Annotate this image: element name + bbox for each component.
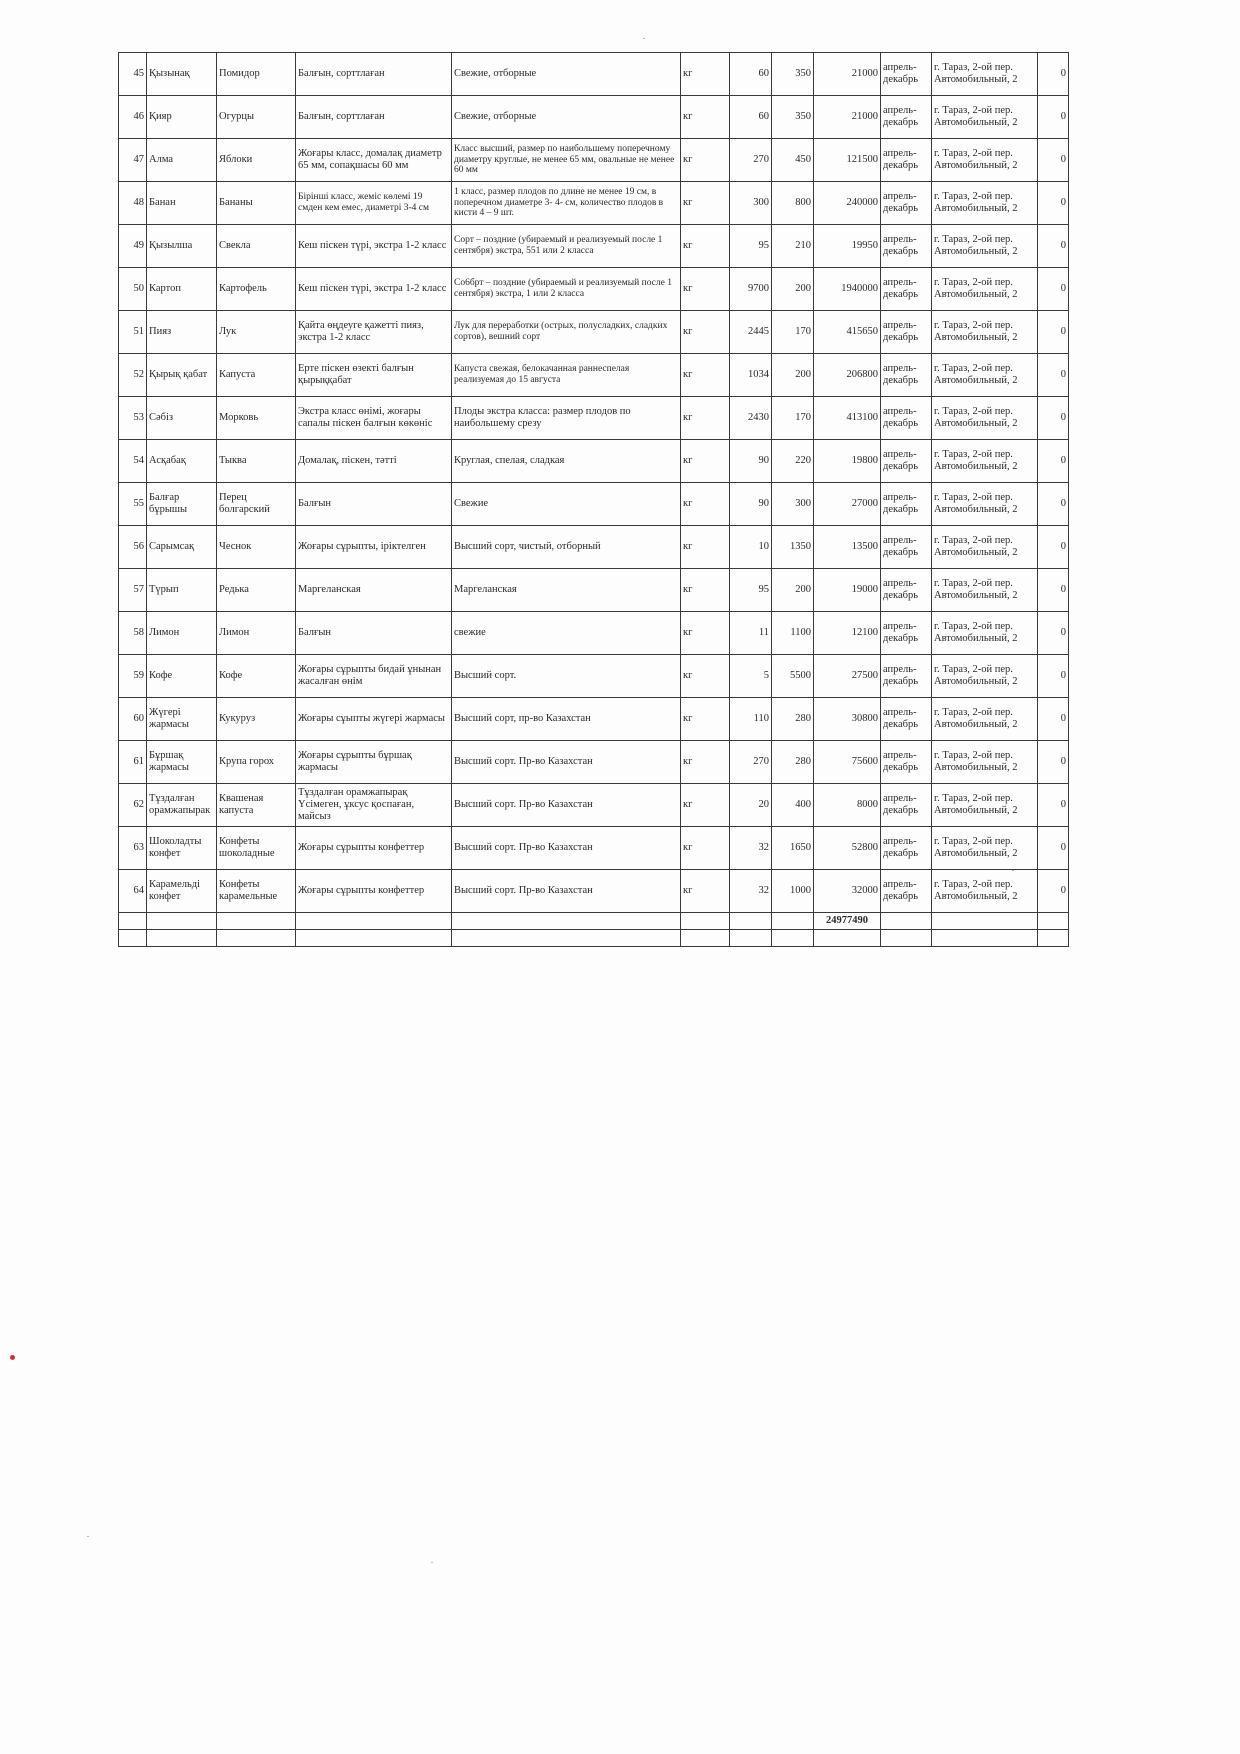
unit-cell: кг (681, 182, 730, 225)
item-name-kz: Кофе (147, 655, 217, 698)
quantity-cell: 90 (730, 440, 772, 483)
scan-speck (1012, 870, 1014, 871)
item-name-ru: Огурцы (217, 96, 296, 139)
price-cell: 200 (772, 354, 814, 397)
item-spec-ru: Высший сорт. Пр-во Казахстан (452, 784, 681, 827)
price-cell: 1100 (772, 612, 814, 655)
item-name-ru: Чеснок (217, 526, 296, 569)
advance-cell: 0 (1038, 397, 1069, 440)
row-number: 49 (119, 225, 147, 268)
amount-cell: 52800 (814, 827, 881, 870)
item-spec-kz: Балғын, сорттлаған (296, 53, 452, 96)
unit-cell: кг (681, 827, 730, 870)
amount-cell: 21000 (814, 53, 881, 96)
table-row (119, 182, 1069, 225)
table-row (119, 225, 1069, 268)
unit-cell: кг (681, 612, 730, 655)
item-name-ru: Кофе (217, 655, 296, 698)
item-spec-ru: Высший сорт, чистый, отборный (452, 526, 681, 569)
delivery-period-cell: апрель-декабрь (881, 182, 932, 225)
total-row (119, 913, 1069, 930)
scan-speck (431, 1562, 433, 1563)
item-name-ru: Яблоки (217, 139, 296, 182)
quantity-cell: 5 (730, 655, 772, 698)
item-name-kz: Қырық қабат (147, 354, 217, 397)
unit-cell: кг (681, 311, 730, 354)
delivery-place-cell: г. Тараз, 2-ой пер. Автомобильный, 2 (932, 827, 1038, 870)
item-name-ru: Конфеты карамельные (217, 870, 296, 913)
advance-cell: 0 (1038, 311, 1069, 354)
table-row (119, 354, 1069, 397)
item-name-ru: Тыква (217, 440, 296, 483)
price-cell: 170 (772, 311, 814, 354)
price-cell: 200 (772, 569, 814, 612)
row-number: 56 (119, 526, 147, 569)
row-number: 47 (119, 139, 147, 182)
table-row (119, 870, 1069, 913)
amount-cell: 8000 (814, 784, 881, 827)
scan-speck (87, 1536, 89, 1537)
item-spec-ru: 1 класс, размер плодов по длине не менее 19 см, в поперечном диаметре 3- 4- см, количество плодов в кисти 4 – 9 шт. (452, 182, 681, 225)
item-name-kz: Лимон (147, 612, 217, 655)
table-body (119, 53, 1069, 913)
item-spec-ru: Высший сорт. Пр-во Казахстан (452, 741, 681, 784)
delivery-period-cell: апрель-декабрь (881, 311, 932, 354)
quantity-cell: 95 (730, 225, 772, 268)
item-name-ru: Перец болгарский (217, 483, 296, 526)
price-cell: 350 (772, 96, 814, 139)
item-name-kz: Картоп (147, 268, 217, 311)
grand-total: 24977490 (814, 913, 881, 930)
delivery-place-cell: г. Тараз, 2-ой пер. Автомобильный, 2 (932, 784, 1038, 827)
unit-cell: кг (681, 96, 730, 139)
item-name-ru: Картофель (217, 268, 296, 311)
advance-cell: 0 (1038, 612, 1069, 655)
delivery-place-cell: г. Тараз, 2-ой пер. Автомобильный, 2 (932, 526, 1038, 569)
delivery-period-cell: апрель-декабрь (881, 655, 932, 698)
delivery-place-cell: г. Тараз, 2-ой пер. Автомобильный, 2 (932, 741, 1038, 784)
advance-cell: 0 (1038, 784, 1069, 827)
price-cell: 280 (772, 741, 814, 784)
quantity-cell: 270 (730, 139, 772, 182)
procurement-sheet (118, 52, 1069, 947)
table-row (119, 569, 1069, 612)
table-row (119, 440, 1069, 483)
advance-cell: 0 (1038, 526, 1069, 569)
advance-cell: 0 (1038, 354, 1069, 397)
advance-cell: 0 (1038, 741, 1069, 784)
delivery-period-cell: апрель-декабрь (881, 268, 932, 311)
table-row (119, 827, 1069, 870)
amount-cell: 240000 (814, 182, 881, 225)
row-number: 63 (119, 827, 147, 870)
goods-table (118, 52, 1069, 947)
delivery-place-cell: г. Тараз, 2-ой пер. Автомобильный, 2 (932, 440, 1038, 483)
advance-cell: 0 (1038, 483, 1069, 526)
unit-cell: кг (681, 225, 730, 268)
delivery-period-cell: апрель-декабрь (881, 612, 932, 655)
amount-cell: 75600 (814, 741, 881, 784)
item-name-ru: Помидор (217, 53, 296, 96)
item-name-kz: Түрып (147, 569, 217, 612)
item-name-kz: Қияр (147, 96, 217, 139)
price-cell: 350 (772, 53, 814, 96)
table-row (119, 139, 1069, 182)
amount-cell: 27500 (814, 655, 881, 698)
item-spec-kz: Кеш піскен түрі, экстра 1-2 класс (296, 225, 452, 268)
delivery-period-cell: апрель-декабрь (881, 397, 932, 440)
delivery-period-cell: апрель-декабрь (881, 526, 932, 569)
item-name-ru: Лук (217, 311, 296, 354)
item-spec-kz: Домалақ, піскен, тәтті (296, 440, 452, 483)
quantity-cell: 60 (730, 96, 772, 139)
delivery-period-cell: апрель-декабрь (881, 698, 932, 741)
item-name-kz: Алма (147, 139, 217, 182)
item-name-ru: Свекла (217, 225, 296, 268)
unit-cell: кг (681, 698, 730, 741)
quantity-cell: 2430 (730, 397, 772, 440)
price-cell: 170 (772, 397, 814, 440)
unit-cell: кг (681, 397, 730, 440)
delivery-place-cell: г. Тараз, 2-ой пер. Автомобильный, 2 (932, 268, 1038, 311)
amount-cell: 32000 (814, 870, 881, 913)
item-name-kz: Пияз (147, 311, 217, 354)
advance-cell: 0 (1038, 698, 1069, 741)
item-spec-kz: Экстра класс өнімі, жоғары сапалы піскен балғын көкөніс (296, 397, 452, 440)
unit-cell: кг (681, 440, 730, 483)
price-cell: 280 (772, 698, 814, 741)
row-number: 50 (119, 268, 147, 311)
item-name-kz: Тұздалған орамжапырак (147, 784, 217, 827)
item-spec-kz: Балғын (296, 483, 452, 526)
quantity-cell: 60 (730, 53, 772, 96)
delivery-place-cell: г. Тараз, 2-ой пер. Автомобильный, 2 (932, 397, 1038, 440)
advance-cell: 0 (1038, 569, 1069, 612)
delivery-place-cell: г. Тараз, 2-ой пер. Автомобильный, 2 (932, 225, 1038, 268)
price-cell: 5500 (772, 655, 814, 698)
red-ink-dot (10, 1355, 15, 1360)
row-number: 55 (119, 483, 147, 526)
price-cell: 1350 (772, 526, 814, 569)
item-spec-ru: Свежие, отборные (452, 96, 681, 139)
item-spec-ru: Свежие (452, 483, 681, 526)
item-name-kz: Бұршақ жармасы (147, 741, 217, 784)
delivery-period-cell: апрель-декабрь (881, 870, 932, 913)
table-row (119, 53, 1069, 96)
price-cell: 220 (772, 440, 814, 483)
advance-cell: 0 (1038, 870, 1069, 913)
unit-cell: кг (681, 870, 730, 913)
row-number: 57 (119, 569, 147, 612)
unit-cell: кг (681, 139, 730, 182)
quantity-cell: 1034 (730, 354, 772, 397)
item-spec-kz: Балғын (296, 612, 452, 655)
delivery-period-cell: апрель-декабрь (881, 53, 932, 96)
item-spec-ru: Плоды экстра класса: размер плодов по наибольшему срезу (452, 397, 681, 440)
quantity-cell: 11 (730, 612, 772, 655)
item-spec-kz: Тұздалған орамжапырақ Үсімеген, ұксус қоспаған, майсыз (296, 784, 452, 827)
price-cell: 1650 (772, 827, 814, 870)
unit-cell: кг (681, 354, 730, 397)
scan-speck (643, 38, 645, 39)
item-name-ru: Капуста (217, 354, 296, 397)
quantity-cell: 20 (730, 784, 772, 827)
item-spec-ru: Со6брт – поздние (убираемый и реализуемый после 1 сентября) экстра, 1 или 2 класса (452, 268, 681, 311)
table-row (119, 655, 1069, 698)
delivery-period-cell: апрель-декабрь (881, 741, 932, 784)
delivery-place-cell: г. Тараз, 2-ой пер. Автомобильный, 2 (932, 354, 1038, 397)
quantity-cell: 9700 (730, 268, 772, 311)
unit-cell: кг (681, 268, 730, 311)
item-spec-ru: Маргеланская (452, 569, 681, 612)
item-name-kz: Қызылша (147, 225, 217, 268)
delivery-period-cell: апрель-декабрь (881, 569, 932, 612)
advance-cell: 0 (1038, 268, 1069, 311)
item-spec-kz: Ерте піскен өзекті балғын қырыққабат (296, 354, 452, 397)
quantity-cell: 110 (730, 698, 772, 741)
unit-cell: кг (681, 784, 730, 827)
item-spec-kz: Балғын, сорттлаған (296, 96, 452, 139)
table-row (119, 268, 1069, 311)
item-spec-kz: Жоғары сұрыпты конфеттер (296, 827, 452, 870)
item-spec-kz: Қайта өңдеуге қажетті пияз, экстра 1-2 класс (296, 311, 452, 354)
item-spec-ru: свежие (452, 612, 681, 655)
amount-cell: 413100 (814, 397, 881, 440)
item-name-kz: Карамельді конфет (147, 870, 217, 913)
table-row (119, 698, 1069, 741)
delivery-place-cell: г. Тараз, 2-ой пер. Автомобильный, 2 (932, 655, 1038, 698)
delivery-place-cell: г. Тараз, 2-ой пер. Автомобильный, 2 (932, 483, 1038, 526)
amount-cell: 1940000 (814, 268, 881, 311)
unit-cell: кг (681, 526, 730, 569)
table-row (119, 311, 1069, 354)
item-spec-kz: Жоғары сұрыпты конфеттер (296, 870, 452, 913)
item-name-ru: Бананы (217, 182, 296, 225)
price-cell: 450 (772, 139, 814, 182)
item-spec-ru: Высший сорт. Пр-во Казахстан (452, 870, 681, 913)
item-name-kz: Банан (147, 182, 217, 225)
quantity-cell: 95 (730, 569, 772, 612)
item-spec-ru: Свежие, отборные (452, 53, 681, 96)
advance-cell: 0 (1038, 225, 1069, 268)
item-name-ru: Редька (217, 569, 296, 612)
delivery-period-cell: апрель-декабрь (881, 354, 932, 397)
item-name-kz: Балғар бұрышы (147, 483, 217, 526)
delivery-place-cell: г. Тараз, 2-ой пер. Автомобильный, 2 (932, 870, 1038, 913)
advance-cell: 0 (1038, 96, 1069, 139)
item-name-ru: Кукуруз (217, 698, 296, 741)
row-number: 64 (119, 870, 147, 913)
row-number: 52 (119, 354, 147, 397)
table-row (119, 612, 1069, 655)
delivery-period-cell: апрель-декабрь (881, 440, 932, 483)
row-number: 46 (119, 96, 147, 139)
row-number: 54 (119, 440, 147, 483)
price-cell: 200 (772, 268, 814, 311)
row-number: 53 (119, 397, 147, 440)
price-cell: 210 (772, 225, 814, 268)
table-row (119, 483, 1069, 526)
item-name-ru: Лимон (217, 612, 296, 655)
quantity-cell: 2445 (730, 311, 772, 354)
item-name-kz: Сарымсақ (147, 526, 217, 569)
item-name-kz: Шоколадты конфет (147, 827, 217, 870)
amount-cell: 27000 (814, 483, 881, 526)
item-spec-kz: Кеш піскен түрі, экстра 1-2 класс (296, 268, 452, 311)
unit-cell: кг (681, 53, 730, 96)
row-number: 59 (119, 655, 147, 698)
advance-cell: 0 (1038, 440, 1069, 483)
row-number: 51 (119, 311, 147, 354)
table-row (119, 397, 1069, 440)
unit-cell: кг (681, 741, 730, 784)
item-spec-kz: Бірінші класс, жеміс көлемі 19 смден кем емес, диаметрі 3-4 см (296, 182, 452, 225)
delivery-place-cell: г. Тараз, 2-ой пер. Автомобильный, 2 (932, 182, 1038, 225)
item-spec-ru: Капуста свежая, белокачанная раннеспелая реализуемая до 15 августа (452, 354, 681, 397)
row-number: 45 (119, 53, 147, 96)
item-spec-kz: Жоғары сұрыпты, іріктелген (296, 526, 452, 569)
row-number: 61 (119, 741, 147, 784)
item-name-ru: Крупа горох (217, 741, 296, 784)
delivery-place-cell: г. Тараз, 2-ой пер. Автомобильный, 2 (932, 53, 1038, 96)
amount-cell: 30800 (814, 698, 881, 741)
quantity-cell: 32 (730, 870, 772, 913)
amount-cell: 12100 (814, 612, 881, 655)
item-spec-ru: Лук для переработки (острых, полусладких, сладких сортов), вешний сорт (452, 311, 681, 354)
advance-cell: 0 (1038, 139, 1069, 182)
delivery-place-cell: г. Тараз, 2-ой пер. Автомобильный, 2 (932, 612, 1038, 655)
amount-cell: 415650 (814, 311, 881, 354)
table-row (119, 741, 1069, 784)
quantity-cell: 270 (730, 741, 772, 784)
item-spec-ru: Круглая, спелая, сладкая (452, 440, 681, 483)
unit-cell: кг (681, 655, 730, 698)
item-name-ru: Конфеты шоколадные (217, 827, 296, 870)
row-number: 48 (119, 182, 147, 225)
item-spec-ru: Высший сорт. Пр-во Казахстан (452, 827, 681, 870)
delivery-period-cell: апрель-декабрь (881, 784, 932, 827)
item-name-ru: Квашеная капуста (217, 784, 296, 827)
item-name-kz: Қызынақ (147, 53, 217, 96)
amount-cell: 19800 (814, 440, 881, 483)
delivery-period-cell: апрель-декабрь (881, 225, 932, 268)
row-number: 62 (119, 784, 147, 827)
quantity-cell: 300 (730, 182, 772, 225)
blank-row (119, 930, 1069, 947)
delivery-place-cell: г. Тараз, 2-ой пер. Автомобильный, 2 (932, 569, 1038, 612)
quantity-cell: 10 (730, 526, 772, 569)
price-cell: 300 (772, 483, 814, 526)
delivery-place-cell: г. Тараз, 2-ой пер. Автомобильный, 2 (932, 96, 1038, 139)
delivery-place-cell: г. Тараз, 2-ой пер. Автомобильный, 2 (932, 698, 1038, 741)
amount-cell: 19950 (814, 225, 881, 268)
delivery-period-cell: апрель-декабрь (881, 139, 932, 182)
item-spec-ru: Высший сорт, пр-во Казахстан (452, 698, 681, 741)
row-number: 58 (119, 612, 147, 655)
item-name-kz: Асқабақ (147, 440, 217, 483)
amount-cell: 21000 (814, 96, 881, 139)
item-spec-kz: Маргеланская (296, 569, 452, 612)
item-spec-kz: Жоғары сұрыпты бұршақ жармасы (296, 741, 452, 784)
delivery-place-cell: г. Тараз, 2-ой пер. Автомобильный, 2 (932, 139, 1038, 182)
table-row (119, 96, 1069, 139)
amount-cell: 206800 (814, 354, 881, 397)
table-row (119, 526, 1069, 569)
advance-cell: 0 (1038, 53, 1069, 96)
delivery-period-cell: апрель-декабрь (881, 827, 932, 870)
price-cell: 400 (772, 784, 814, 827)
advance-cell: 0 (1038, 182, 1069, 225)
advance-cell: 0 (1038, 655, 1069, 698)
item-spec-ru: Класс высший, размер по наибольшему поперечному диаметру круглые, не менее 65 мм, овальные не менее 60 мм (452, 139, 681, 182)
item-name-ru: Морковь (217, 397, 296, 440)
amount-cell: 13500 (814, 526, 881, 569)
unit-cell: кг (681, 483, 730, 526)
item-spec-ru: Сорт – поздние (убираемый и реализуемый после 1 сентября) экстра, 551 или 2 класса (452, 225, 681, 268)
table-row (119, 784, 1069, 827)
delivery-place-cell: г. Тараз, 2-ой пер. Автомобильный, 2 (932, 311, 1038, 354)
delivery-period-cell: апрель-декабрь (881, 96, 932, 139)
amount-cell: 121500 (814, 139, 881, 182)
item-spec-kz: Жоғары сұрыпты бидай ұнынан жасалған өнім (296, 655, 452, 698)
delivery-period-cell: апрель-декабрь (881, 483, 932, 526)
item-spec-kz: Жоғары сұыпты жүгері жармасы (296, 698, 452, 741)
unit-cell: кг (681, 569, 730, 612)
item-name-kz: Жүгері жармасы (147, 698, 217, 741)
price-cell: 1000 (772, 870, 814, 913)
quantity-cell: 90 (730, 483, 772, 526)
item-spec-kz: Жоғары класс, домалақ диаметр 65 мм, сопақшасы 60 мм (296, 139, 452, 182)
advance-cell: 0 (1038, 827, 1069, 870)
price-cell: 800 (772, 182, 814, 225)
item-name-kz: Сәбіз (147, 397, 217, 440)
item-spec-ru: Высший сорт. (452, 655, 681, 698)
amount-cell: 19000 (814, 569, 881, 612)
quantity-cell: 32 (730, 827, 772, 870)
row-number: 60 (119, 698, 147, 741)
